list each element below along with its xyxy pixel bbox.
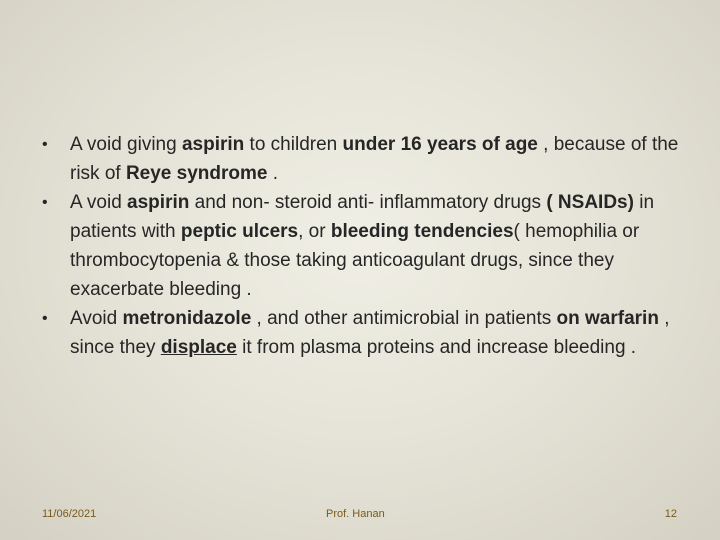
text-segment: .: [267, 163, 279, 184]
text-segment: A void: [70, 192, 128, 213]
bullet-icon: •: [42, 136, 48, 153]
bold-text: under 16 years of age: [342, 134, 538, 155]
text-segment: it from plasma proteins and increase bleeding .: [236, 337, 637, 358]
bullet-text: [70, 134, 678, 184]
footer-date: 11/06/2021: [42, 508, 97, 520]
footer-author: Prof. Hanan: [326, 508, 385, 520]
text-segment: , or: [298, 221, 331, 242]
bullet-icon: •: [42, 194, 48, 211]
bold-text: aspirin: [127, 192, 190, 213]
underlined-text: displace: [160, 337, 237, 358]
text-segment: Avoid: [70, 308, 123, 329]
bold-text: peptic ulcers: [180, 221, 299, 242]
text-segment: to children: [244, 134, 343, 155]
text-segment: ( hemophilia or thrombocytopenia & those taking anticoagulant drugs, since they exacerbate bleeding .: [70, 221, 640, 300]
bullet-item: [40, 188, 680, 304]
bold-text: on warfarin: [556, 308, 659, 329]
text-segment: , and other antimicrobial in patients: [251, 308, 557, 329]
slide-body: [40, 130, 680, 362]
text-segment: A void giving: [70, 134, 182, 155]
bullet-item: [40, 130, 680, 188]
text-segment: and non- steroid anti- inflammatory drugs: [189, 192, 547, 213]
bold-text: bleeding tendencies: [330, 221, 514, 242]
bullet-icon: •: [42, 310, 48, 327]
text-segment: in patients with: [70, 192, 655, 242]
bullet-text: [70, 308, 669, 358]
bold-text: ( NSAIDs): [546, 192, 634, 213]
bold-text: Reye syndrome: [125, 163, 268, 184]
footer-page-number: 12: [664, 508, 677, 520]
text-segment: , because of the risk of: [70, 134, 679, 184]
bold-text: aspirin: [181, 134, 245, 155]
bullet-text: [70, 192, 654, 300]
bullet-item: [40, 304, 680, 362]
text-segment: , since they: [70, 308, 670, 358]
bold-text: metronidazole: [122, 308, 252, 329]
bold-text: [161, 337, 237, 358]
bullet-list: [40, 130, 680, 362]
